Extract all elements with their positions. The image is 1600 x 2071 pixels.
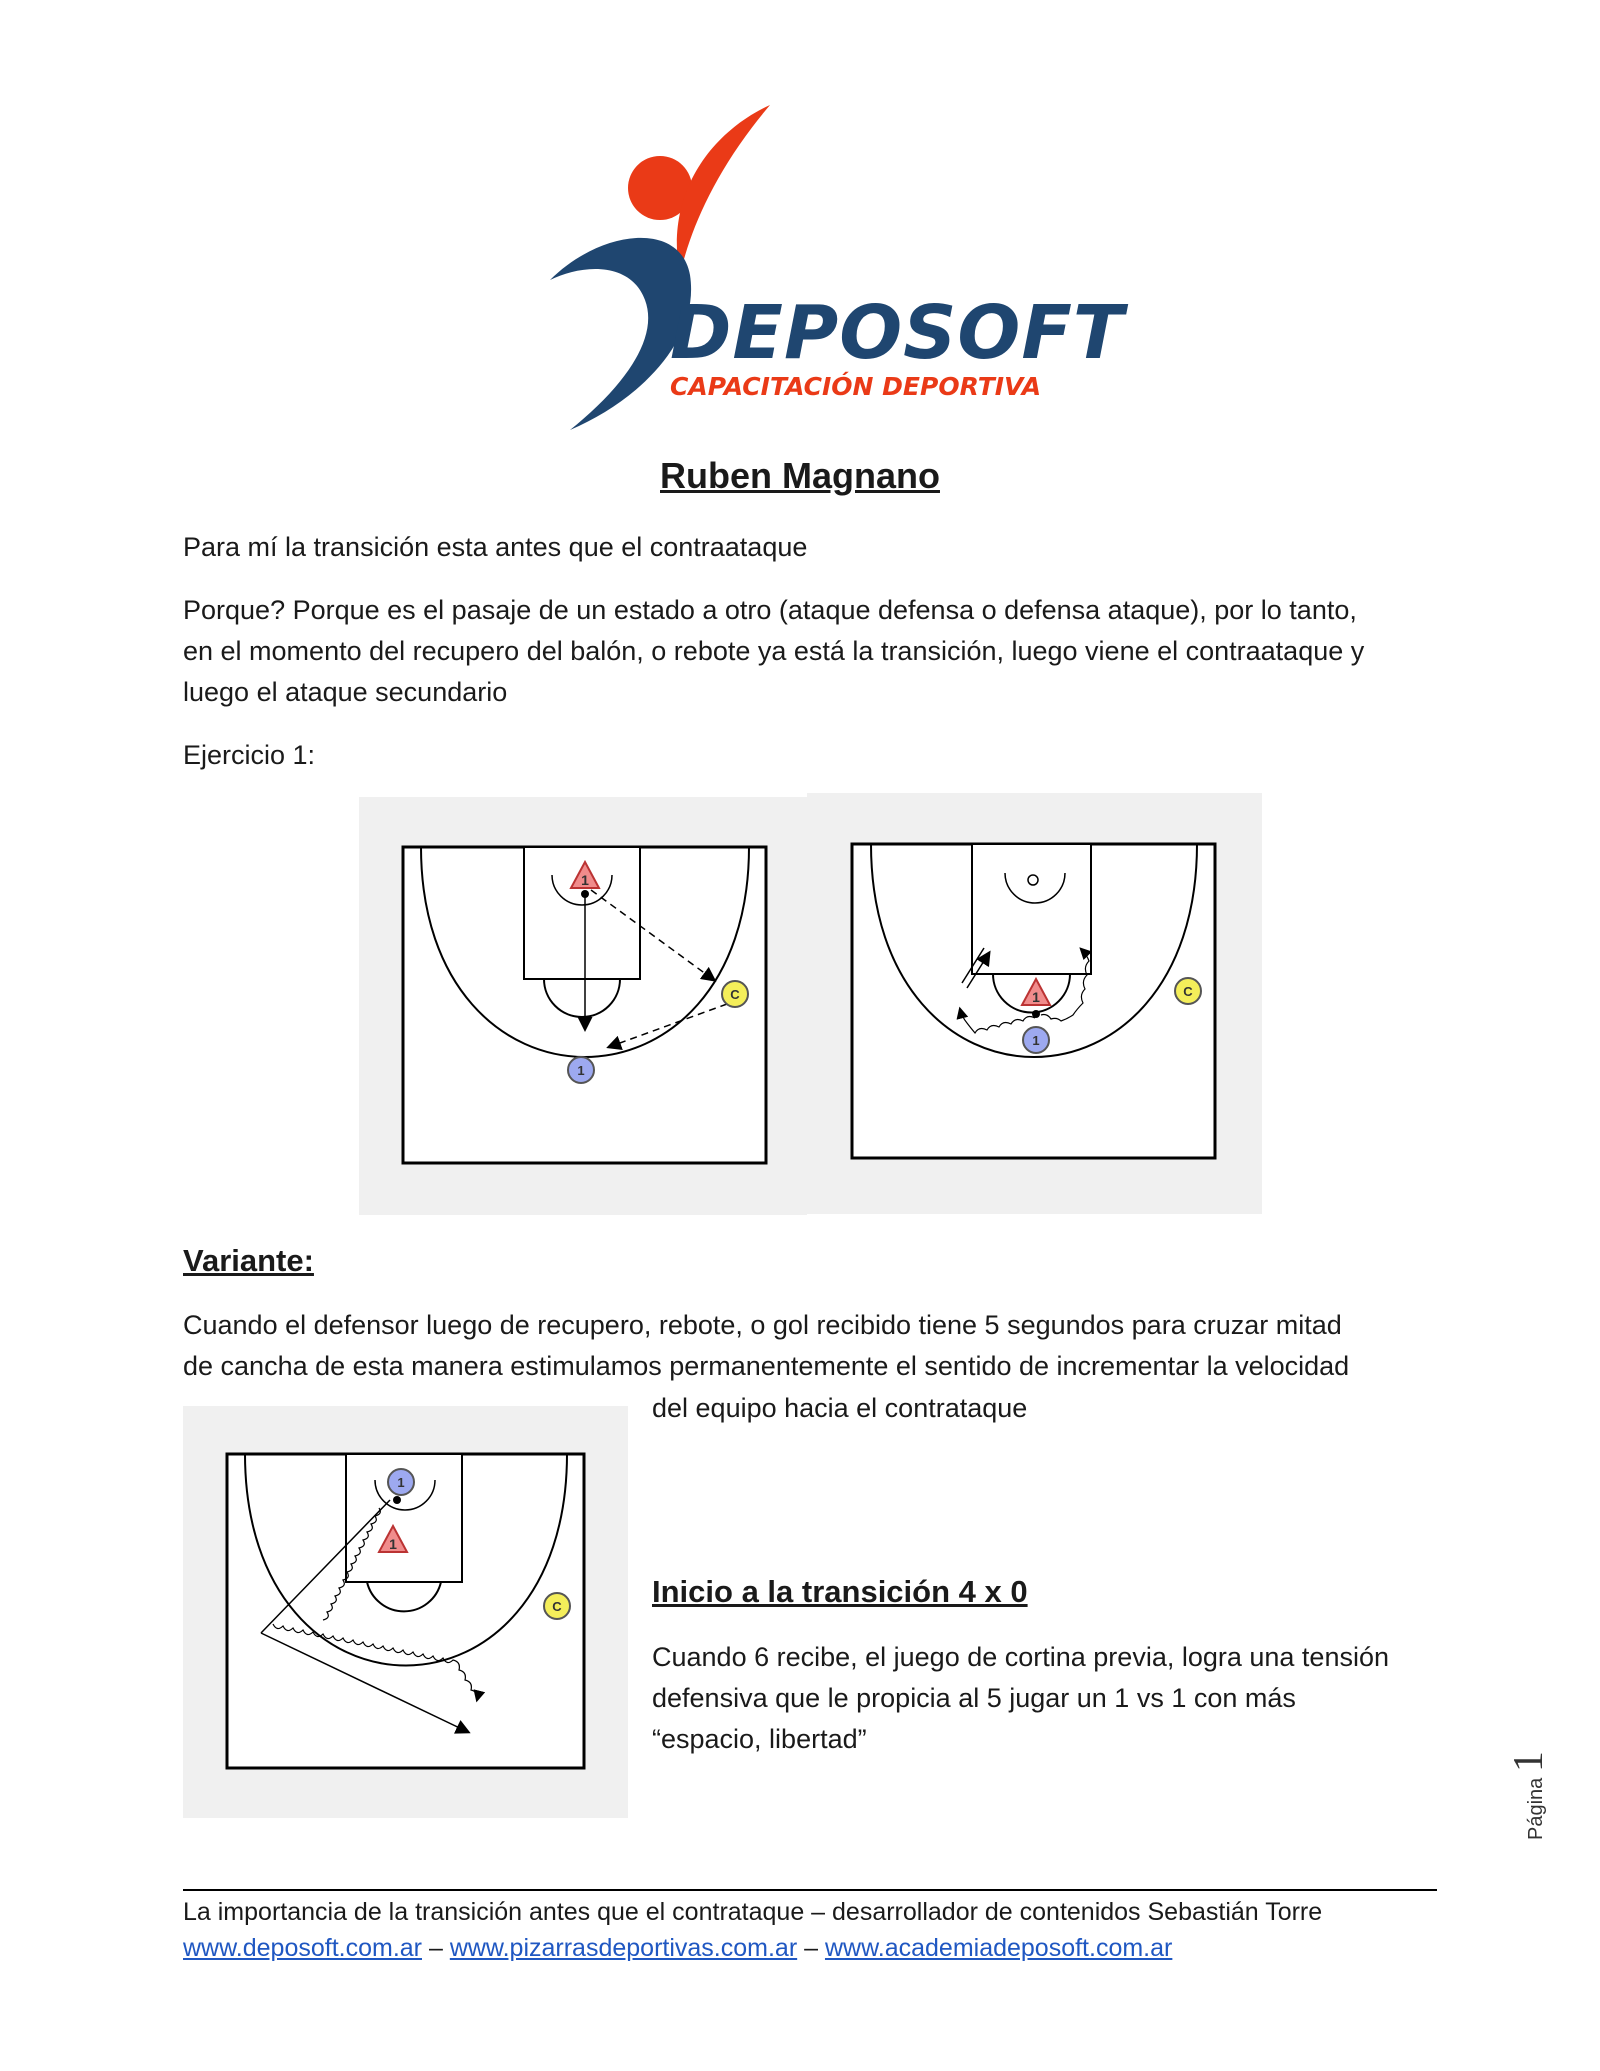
- footer-links: [183, 1931, 1172, 1965]
- transition-line-3: “espacio, libertad”: [652, 1724, 867, 1754]
- coach-circle-icon: [544, 1593, 570, 1619]
- court-diagram-1: [359, 797, 807, 1215]
- variant-heading: Variante:: [183, 1243, 314, 1278]
- defender-label: 1: [581, 872, 589, 888]
- coach-label: C: [552, 1599, 562, 1614]
- intro-paragraph-2-line-3: luego el ataque secundario: [183, 677, 508, 707]
- attacker-circle-icon: [388, 1469, 414, 1495]
- defender-label: 1: [1032, 989, 1040, 1005]
- page-number-value: 1: [1506, 1751, 1552, 1773]
- footer-text: La importancia de la transición antes que el contrataque – desarrollador de contenidos Sebastián Torre: [183, 1898, 1323, 1926]
- court-diagram-3: [183, 1406, 628, 1818]
- transition-heading: Inicio a la transición 4 x 0: [652, 1574, 1028, 1609]
- intro-paragraph-2-line-1: Porque? Porque es el pasaje de un estado a otro (ataque defensa o defensa ataque), por lo tanto,: [183, 595, 1357, 625]
- defender-label: 1: [389, 1536, 397, 1552]
- key-area: [972, 844, 1091, 974]
- link-separator: –: [804, 1934, 819, 1962]
- page-number: [1495, 1720, 1555, 1870]
- link-academia[interactable]: www.academiadeposoft.com.ar: [824, 1934, 1173, 1962]
- variant-line-2: de cancha de esta manera estimulamos permanentemente el sentido de incrementar la velocidad: [183, 1351, 1350, 1381]
- transition-line-2: defensiva que le propicia al 5 jugar un 1 vs 1 con más: [652, 1683, 1296, 1713]
- coach-label: C: [1183, 984, 1193, 999]
- exercise-label: Ejercicio 1:: [183, 740, 316, 770]
- coach-circle-icon: [1175, 978, 1201, 1004]
- attacker-label: 1: [577, 1063, 585, 1078]
- logo-tagline: CAPACITACIÓN DEPORTIVA: [670, 372, 1042, 401]
- variant-line-1: Cuando el defensor luego de recupero, rebote, o gol recibido tiene 5 segundos para cruzar mitad: [183, 1310, 1342, 1340]
- logo-brand: DEPOSOFT: [670, 290, 1125, 376]
- link-separator: –: [428, 1934, 443, 1962]
- link-pizarras[interactable]: www.pizarrasdeportivas.com.ar: [449, 1934, 798, 1962]
- footer-divider: [183, 1889, 1437, 1891]
- logo: [540, 100, 1125, 440]
- attacker-label: 1: [1032, 1033, 1040, 1048]
- page-title: Ruben Magnano: [660, 455, 940, 496]
- variant-line-3: del equipo hacia el contrataque: [652, 1393, 1028, 1423]
- coach-label: C: [730, 987, 740, 1002]
- link-deposoft[interactable]: www.deposoft.com.ar: [183, 1934, 422, 1962]
- court-diagram-2: [807, 793, 1262, 1214]
- intro-paragraph-2-line-2: en el momento del recupero del balón, o rebote ya está la transición, luego viene el contraataque y: [183, 636, 1365, 666]
- attacker-circle-icon: [568, 1057, 594, 1083]
- coach-circle-icon: [722, 981, 748, 1007]
- attacker-label: 1: [397, 1475, 405, 1490]
- transition-line-1: Cuando 6 recibe, el juego de cortina previa, logra una tensión: [652, 1642, 1389, 1672]
- intro-paragraph-1: Para mí la transición esta antes que el contraataque: [183, 532, 808, 562]
- attacker-circle-icon: [1023, 1027, 1049, 1053]
- page-label: Página: [1525, 1777, 1547, 1840]
